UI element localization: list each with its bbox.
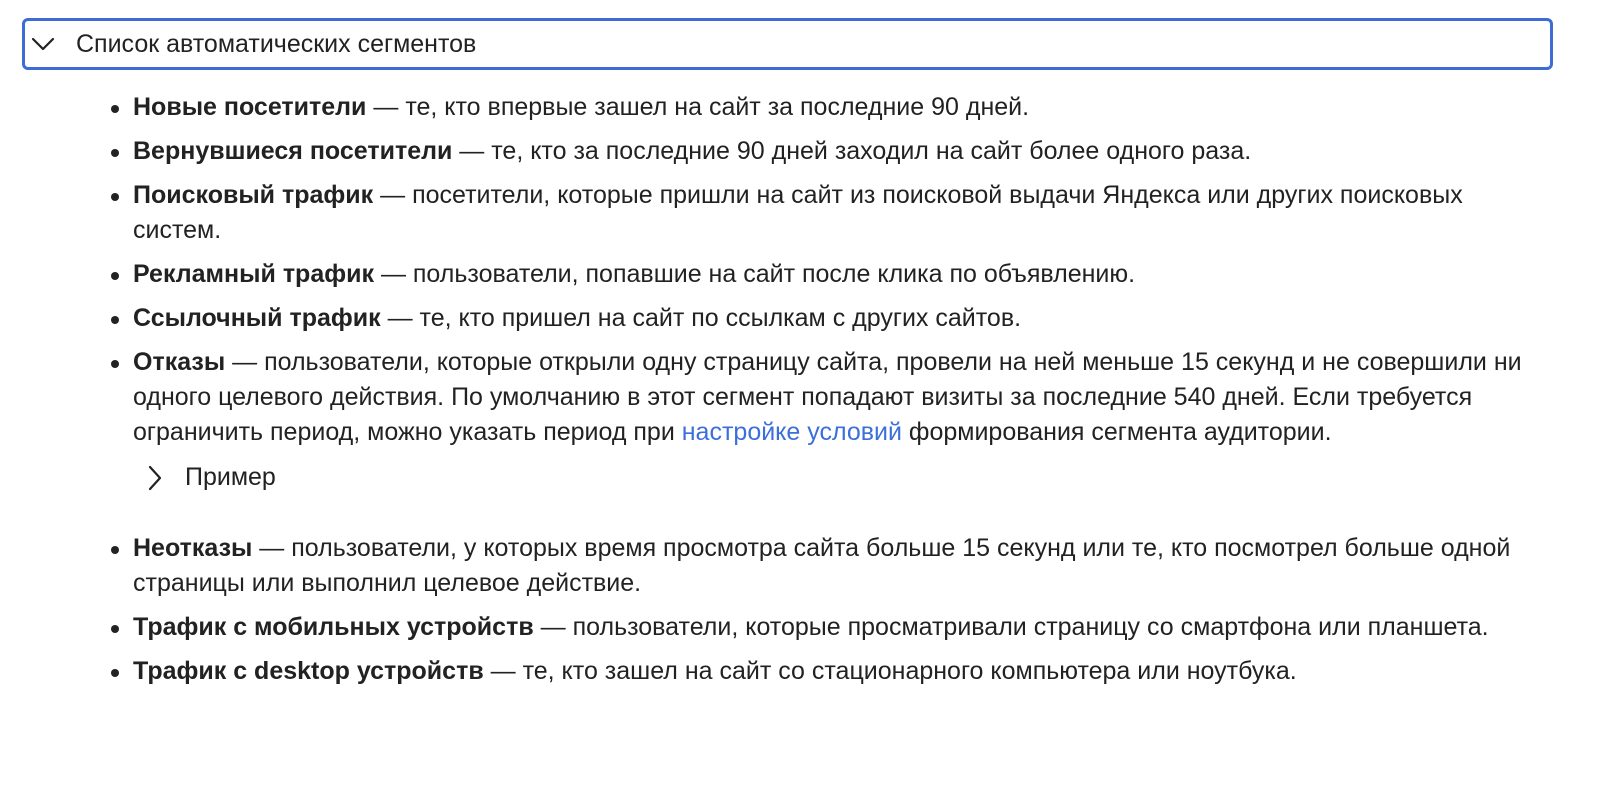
segment-description-before-link: — пользователи, которые открыли одну страницу сайта, провели на ней меньше 15 секунд и не совершили ни одного целевого действия. По умолчанию в этот сегмент попадают визиты за последние 540 дней. Если требуется ограничить период, можно указать период при: [133, 348, 1522, 446]
segment-term: Отказы: [133, 348, 226, 376]
segment-description: — пользователи, у которых время просмотра сайта больше 15 секунд или те, кто посмотрел больше одной страницы или выполнил целевое действие.: [133, 534, 1511, 597]
segment-description: — посетители, которые пришли на сайт из поисковой выдачи Яндекса или других поисковых систем.: [133, 181, 1463, 244]
list-item-non-bounces: [133, 531, 1543, 601]
segment-description: — те, кто пришел на сайт по ссылкам с других сайтов.: [380, 304, 1022, 332]
segment-term: Поисковый трафик: [133, 181, 374, 209]
segment-term: Трафик с desktop устройств: [133, 657, 484, 685]
list-item-mobile-traffic: [133, 610, 1543, 645]
segments-accordion-header[interactable]: [22, 18, 1553, 70]
list-item-new-visitors: [133, 90, 1543, 125]
segment-term: Рекламный трафик: [133, 260, 374, 288]
segment-description: — те, кто впервые зашел на сайт за последние 90 дней.: [366, 93, 1030, 121]
example-label: Пример: [185, 463, 276, 491]
list-item-referral-traffic: [133, 301, 1543, 336]
conditions-settings-link[interactable]: настройке условий: [681, 418, 902, 446]
segment-term: Ссылочный трафик: [133, 304, 381, 332]
segment-description: — те, кто за последние 90 дней заходил на сайт более одного раза.: [452, 137, 1252, 165]
segment-description-after-link: формирования сегмента аудитории.: [901, 418, 1332, 446]
list-item-returning-visitors: [133, 134, 1543, 169]
segment-description: — пользователи, которые просматривали страницу со смартфона или планшета.: [533, 613, 1489, 641]
segment-list: [133, 90, 1543, 698]
segment-description: — пользователи, попавшие на сайт после клика по объявлению.: [374, 260, 1136, 288]
list-item-desktop-traffic: [133, 654, 1543, 689]
chevron-right-icon: [143, 463, 167, 493]
segment-term: Новые посетители: [133, 93, 367, 121]
list-item-search-traffic: [133, 178, 1543, 248]
list-item-bounces: [133, 345, 1543, 495]
segment-term: Вернувшиеся посетители: [133, 137, 453, 165]
chevron-down-icon: [29, 30, 57, 58]
segment-description: — те, кто зашел на сайт со стационарного компьютера или ноутбука.: [483, 657, 1297, 685]
list-item-ad-traffic: [133, 257, 1543, 292]
example-toggle[interactable]: [143, 460, 1543, 495]
segment-term: Трафик с мобильных устройств: [133, 613, 534, 641]
accordion-title: Список автоматических сегментов: [76, 30, 477, 58]
segment-term: Неотказы: [133, 534, 253, 562]
